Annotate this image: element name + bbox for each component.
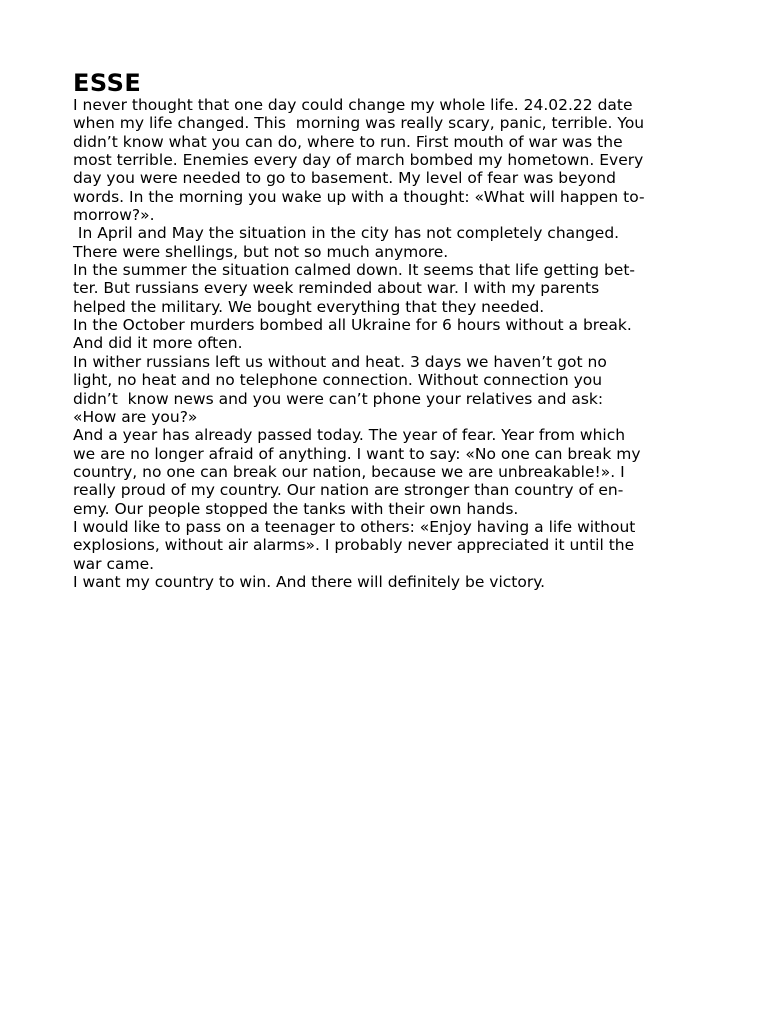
text-line: ter. But russians every week reminded about war. I with my parents xyxy=(73,279,600,298)
text-line: In the October murders bombed all Ukraine for 6 hours without a break. xyxy=(73,316,632,335)
text-line: when my life changed. This morning was really scary, panic, terrible. You xyxy=(73,114,645,133)
document-title: ESSE xyxy=(73,69,142,97)
text-line: helped the military. We bought everything that they needed. xyxy=(73,297,545,316)
document-page xyxy=(73,70,697,591)
text-line: I would like to pass on a teenager to others: «Enjoy having a life without xyxy=(73,517,636,536)
text-line: day you were needed to go to basement. My level of fear was beyond xyxy=(73,169,616,188)
text-line: And did it more often. xyxy=(73,334,243,353)
text-line: war came. xyxy=(73,554,155,573)
text-line: I never thought that one day could change my whole life. 24.02.22 date xyxy=(73,96,633,114)
text-line: morrow?». xyxy=(73,206,155,225)
text-line: emy. Our people stopped the tanks with their own hands. xyxy=(73,499,519,518)
document-body xyxy=(73,96,697,591)
text-line: «How are you?» xyxy=(73,407,198,426)
text-line: didn’t know what you can do, where to run. First mouth of war was the xyxy=(73,132,623,151)
text-line: In wither russians left us without and heat. 3 days we haven’t got no xyxy=(73,352,607,371)
text-line: we are no longer afraid of anything. I want to say: «No one can break my xyxy=(73,444,641,463)
text-line: In the summer the situation calmed down. It seems that life getting bet- xyxy=(73,261,636,280)
text-line: didn’t know news and you were can’t phone your relatives and ask: xyxy=(73,389,604,408)
text-line: really proud of my country. Our nation are stronger than country of en- xyxy=(73,481,624,500)
text-line: light, no heat and no telephone connection. Without connection you xyxy=(73,371,603,390)
text-line: words. In the morning you wake up with a thought: «What will happen to- xyxy=(73,187,645,206)
text-line: most terrible. Enemies every day of march bombed my hometown. Every xyxy=(73,151,644,170)
text-line: country, no one can break our nation, because we are unbreakable!». I xyxy=(73,462,625,481)
text-line: There were shellings, but not so much anymore. xyxy=(73,242,449,261)
text-line: And a year has already passed today. The year of fear. Year from which xyxy=(73,426,626,445)
text-line: I want my country to win. And there will definitely be victory. xyxy=(73,572,546,591)
text-line: In April and May the situation in the city has not completely changed. xyxy=(73,224,620,243)
text-line: explosions, without air alarms». I probably never appreciated it until the xyxy=(73,536,635,555)
